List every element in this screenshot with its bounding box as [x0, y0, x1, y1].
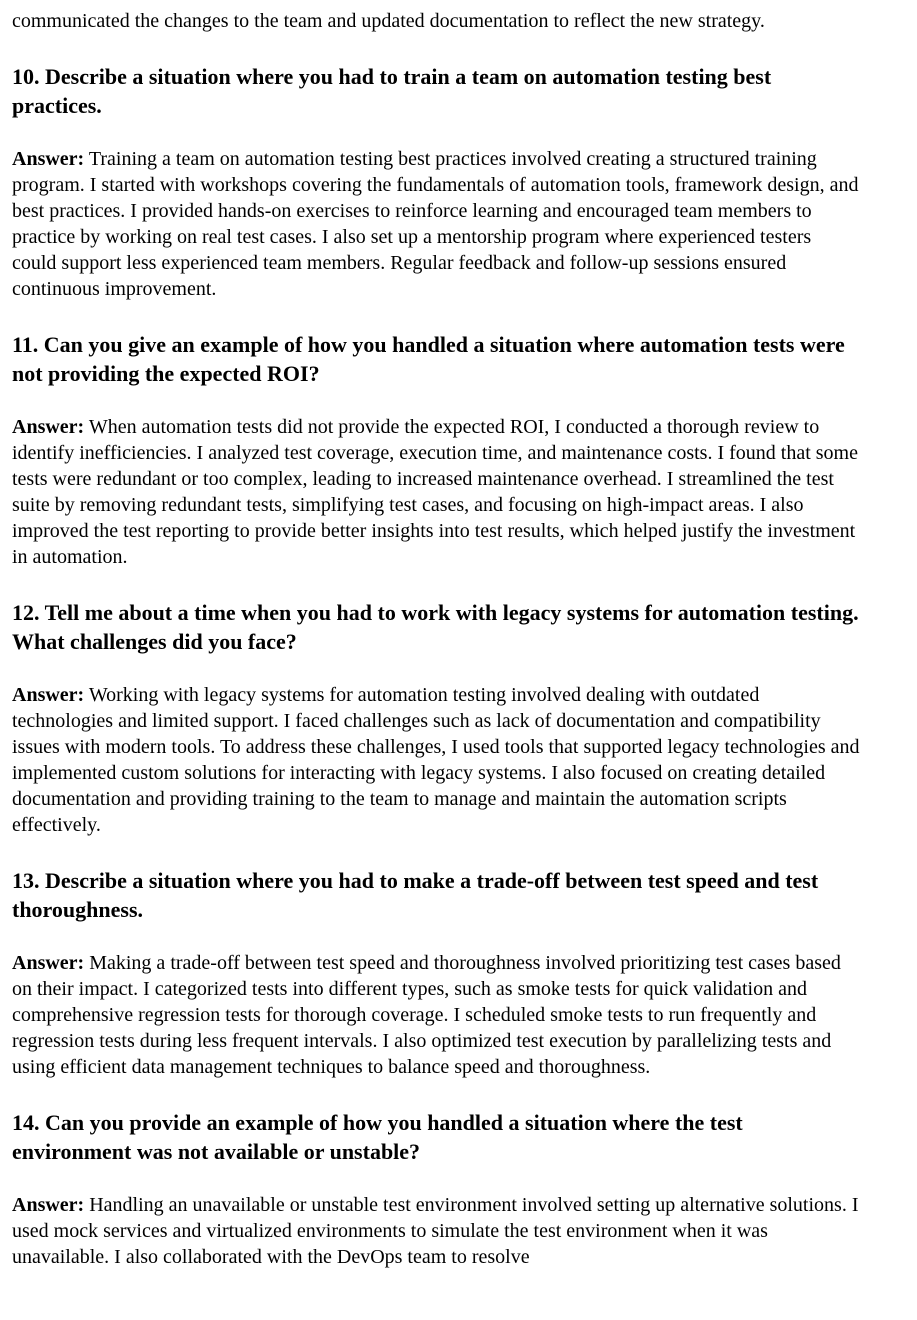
answer-paragraph: [12, 1192, 860, 1270]
answer-text: When automation tests did not provide the expected ROI, I conducted a thorough review to identify inefficiencies. I analyzed test coverage, execution time, and maintenance costs. I found that some tests were redundant or too complex, leading to increased maintenance overhead. I streamlined the test suite by removing redundant tests, simplifying test cases, and focusing on high-impact areas. I also improved the test reporting to provide better insights into test results, which helped justify the investment in automation.: [12, 416, 858, 568]
answer-text: Handling an unavailable or unstable test environment involved setting up alternative solutions. I used mock services and virtualized environments to simulate the test environment when it was unavailable. I also collaborated with the DevOps team to resolve: [12, 1194, 859, 1268]
answer-paragraph: [12, 682, 860, 838]
qa-section-14: [12, 1108, 860, 1270]
answer-label: Answer:: [12, 416, 85, 438]
question-heading: 12. Tell me about a time when you had to work with legacy systems for automation testing. What challenges did you face?: [12, 600, 859, 654]
question-heading: 10. Describe a situation where you had to train a team on automation testing best practices.: [12, 64, 772, 118]
qa-section-13: [12, 866, 860, 1080]
answer-paragraph: [12, 146, 860, 302]
answer-text: Training a team on automation testing best practices involved creating a structured training program. I started with workshops covering the fundamentals of automation tools, framework design, and best practices. I provided hands-on exercises to reinforce learning and encouraged team members to practice by working on real test cases. I also set up a mentorship program where experienced testers could support less experienced team members. Regular feedback and follow-up sessions ensured continuous improvement.: [12, 148, 859, 300]
answer-text: Making a trade-off between test speed and thoroughness involved prioritizing test cases based on their impact. I categorized tests into different types, such as smoke tests for quick validation and comprehensive regression tests for thorough coverage. I scheduled smoke tests to run frequently and regression tests during less frequent intervals. I also optimized test execution by parallelizing tests and using efficient data management techniques to balance speed and thoroughness.: [12, 952, 841, 1078]
question-heading: 13. Describe a situation where you had to make a trade-off between test speed and test thoroughness.: [12, 868, 819, 922]
answer-label: Answer:: [12, 148, 85, 170]
qa-section-11: [12, 330, 860, 570]
qa-section-10: [12, 62, 860, 302]
answer-text: Working with legacy systems for automation testing involved dealing with outdated technologies and limited support. I faced challenges such as lack of documentation and compatibility issues with modern tools. To address these challenges, I used tools that supported legacy technologies and implemented custom solutions for interacting with legacy systems. I also focused on creating detailed documentation and providing training to the team to manage and maintain the automation scripts effectively.: [12, 684, 860, 836]
answer-label: Answer:: [12, 684, 85, 706]
question-heading: 11. Can you give an example of how you handled a situation where automation tests were not providing the expected ROI?: [12, 332, 845, 386]
answer-label: Answer:: [12, 1194, 85, 1216]
answer-paragraph: [12, 414, 860, 570]
question-heading: 14. Can you provide an example of how you handled a situation where the test environment was not available or unstable?: [12, 1110, 743, 1164]
paragraph-continuation: communicated the changes to the team and updated documentation to reflect the new strategy.: [12, 10, 765, 32]
answer-paragraph: [12, 950, 860, 1080]
answer-label: Answer:: [12, 952, 85, 974]
qa-section-12: [12, 598, 860, 838]
